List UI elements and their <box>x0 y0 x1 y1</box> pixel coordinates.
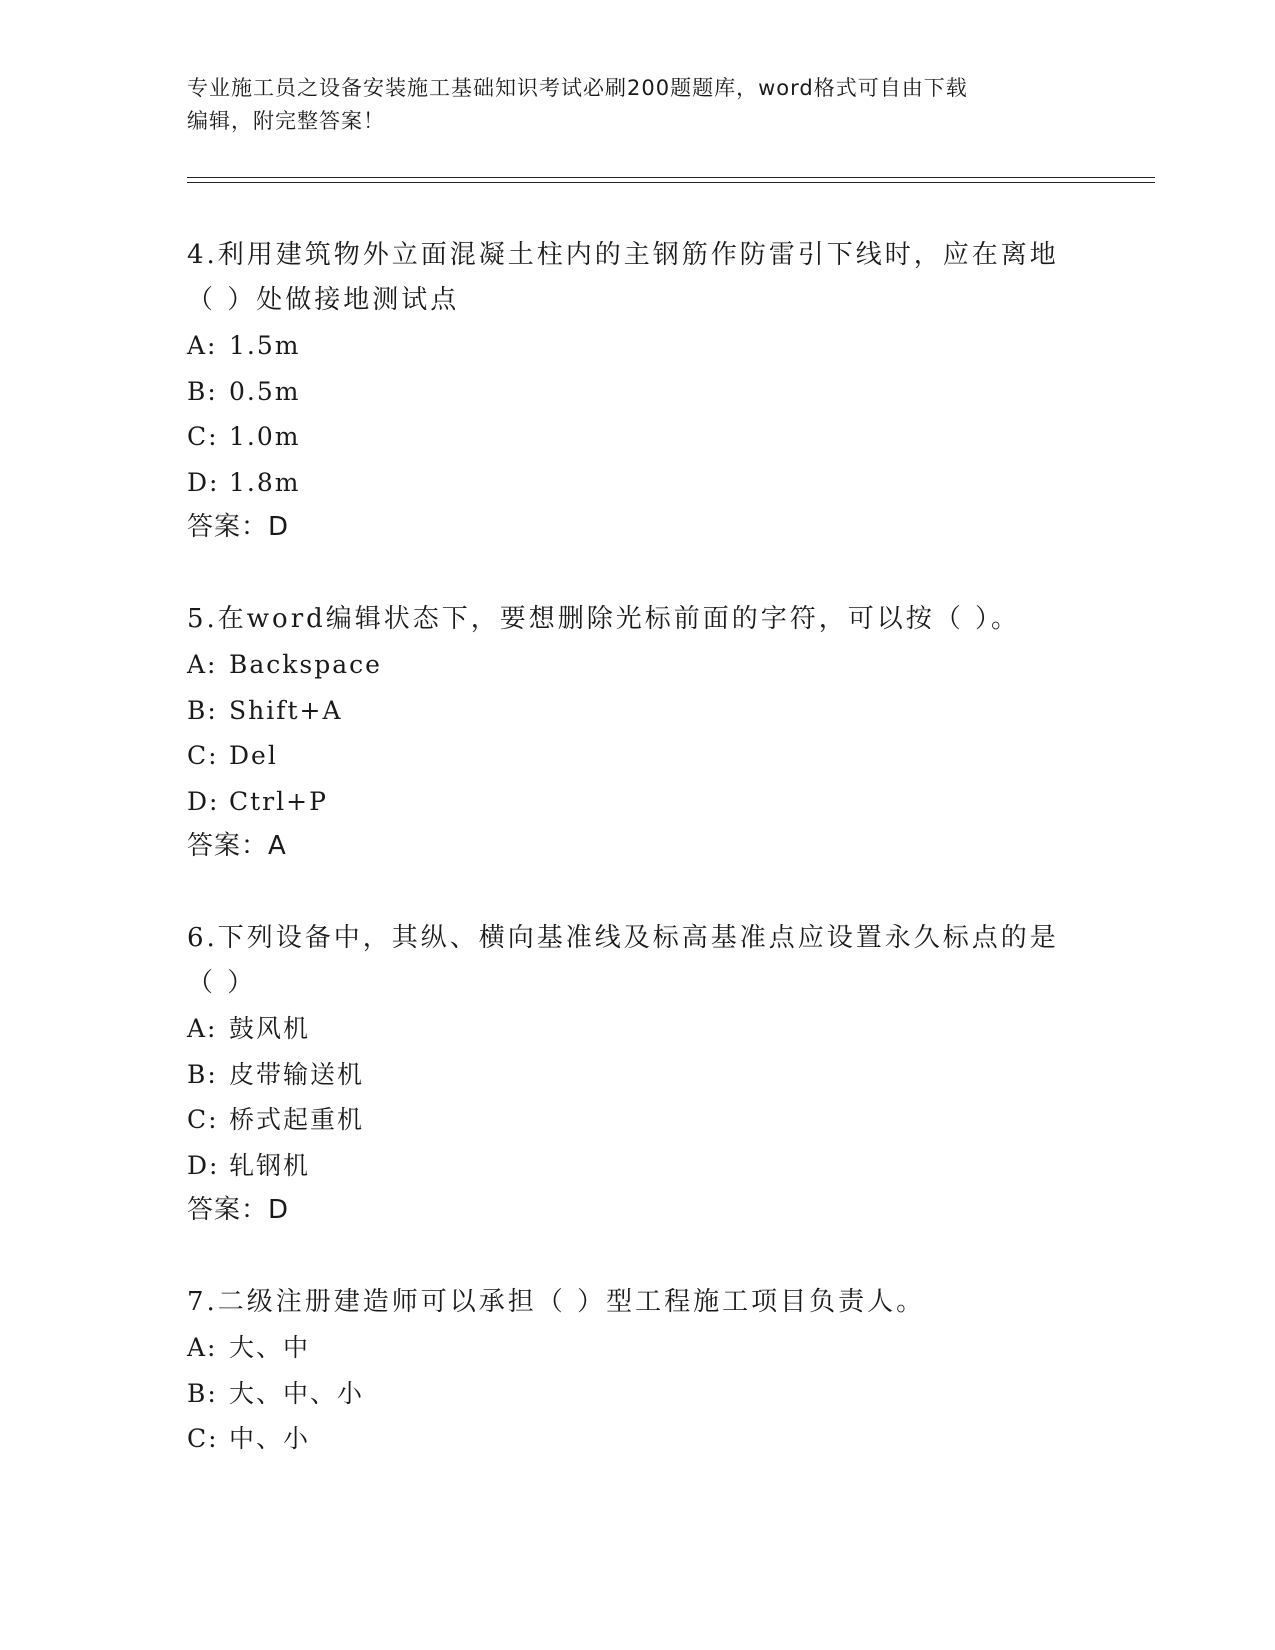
option-letter: B: <box>187 376 218 406</box>
option-text: 皮带输送机 <box>229 1059 365 1089</box>
option-letter: C: <box>187 1105 219 1134</box>
header-title-line1: 专业施工员之设备安装施工基础知识考试必刷200题题库，word格式可自由下载 <box>187 76 968 100</box>
option-b <box>187 688 1087 734</box>
option-d <box>187 1143 1087 1189</box>
option-letter: B: <box>187 695 218 725</box>
option-b <box>187 369 1087 415</box>
answer-line: 答案：D <box>187 512 290 542</box>
option-d <box>187 779 1087 825</box>
option-letter: A: <box>187 331 218 360</box>
option-letter: D: <box>187 1150 220 1180</box>
option-text: Backspace <box>229 650 382 679</box>
option-text: 1.0m <box>229 422 301 451</box>
answer-line: 答案：A <box>187 831 287 861</box>
question-text: 6.下列设备中，其纵、横向基准线及标高基准点应设置永久标点的是 <box>187 923 1059 953</box>
option-letter: C: <box>187 422 219 451</box>
option-text: 大、中、小 <box>229 1378 365 1408</box>
option-text: 0.5m <box>229 376 301 406</box>
option-letter: A: <box>187 1333 218 1362</box>
option-text: 桥式起重机 <box>229 1105 365 1134</box>
option-text: 鼓风机 <box>229 1014 311 1043</box>
question-text-continued: （ ）处做接地测试点 <box>187 285 460 315</box>
answer-line: 答案：D <box>187 1195 290 1225</box>
option-text: Shift+A <box>229 695 343 725</box>
option-text: 1.5m <box>229 331 301 360</box>
option-letter: D: <box>187 786 220 816</box>
option-text: 大、中 <box>229 1333 311 1362</box>
option-c <box>187 733 1087 779</box>
option-text: 1.8m <box>229 467 301 497</box>
question-6 <box>187 916 1087 1233</box>
option-text: Ctrl+P <box>229 786 328 816</box>
option-b <box>187 1371 1087 1417</box>
option-letter: D: <box>187 467 220 497</box>
option-c <box>187 414 1087 460</box>
option-letter: A: <box>187 1014 218 1043</box>
header-divider-top <box>187 177 1155 178</box>
option-a <box>187 1006 1087 1052</box>
question-5 <box>187 597 1087 869</box>
option-letter: C: <box>187 1424 219 1453</box>
question-text: 5.在word编辑状态下，要想删除光标前面的字符，可以按（ ）。 <box>187 604 1021 634</box>
option-letter: C: <box>187 741 219 770</box>
option-c <box>187 1097 1087 1143</box>
question-text: 7.二级注册建造师可以承担（ ）型工程施工项目负责人。 <box>187 1287 926 1317</box>
question-4 <box>187 233 1087 550</box>
option-a <box>187 323 1087 369</box>
option-text: 轧钢机 <box>229 1150 311 1180</box>
option-a <box>187 1325 1087 1371</box>
option-d <box>187 460 1087 506</box>
option-letter: B: <box>187 1059 218 1089</box>
question-7 <box>187 1280 1087 1462</box>
option-b <box>187 1052 1087 1098</box>
option-letter: B: <box>187 1378 218 1408</box>
option-text: Del <box>229 741 278 770</box>
option-a <box>187 642 1087 688</box>
header-title-line2: 编辑，附完整答案！ <box>187 109 385 133</box>
option-c <box>187 1416 1087 1462</box>
option-text: 中、小 <box>229 1424 311 1453</box>
option-letter: A: <box>187 650 218 679</box>
document-header <box>187 72 1087 138</box>
question-text-continued: （ ） <box>187 968 257 998</box>
header-divider-bottom <box>187 182 1155 183</box>
question-text: 4.利用建筑物外立面混凝土柱内的主钢筋作防雷引下线时，应在离地 <box>187 240 1059 270</box>
